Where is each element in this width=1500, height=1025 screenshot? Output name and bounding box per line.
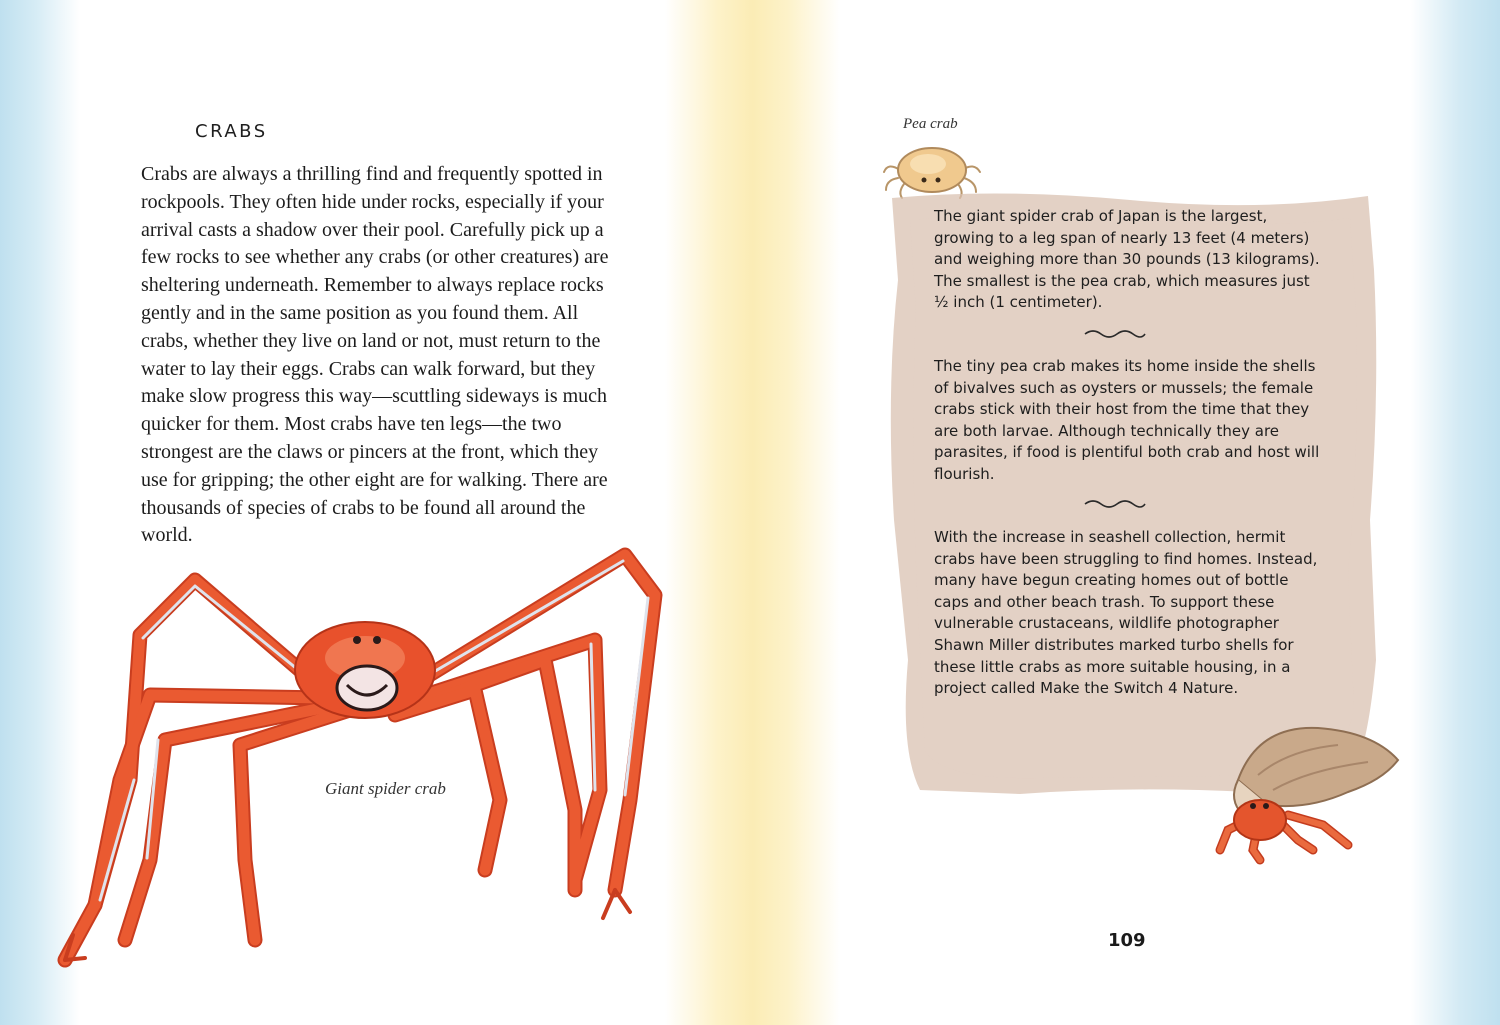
right-page-edge [1410,0,1500,1025]
page-number: 109 [1108,930,1146,951]
pea-crab-caption: Pea crab [903,116,958,132]
panel-paragraph-1: The giant spider crab of Japan is the largest, growing to a leg span of nearly 13 feet (4 meters) and weighing more than 30 pounds (13 kilograms). The smallest is the pea crab, which measures just ½ inch (1 centimeter). [934,207,1320,312]
panel-paragraph-3: With the increase in seashell collection, hermit crabs have been struggling to find homes. Instead, many have begun creating homes out of bottle caps and other beach trash. To support these vulnerable crustaceans, wildlife photographer Shawn Miller distributes marked turbo shells for these little crabs as more suitable housing, in a project called Make the Switch 4 Nature. [934,528,1318,698]
spider-crab-caption: Giant spider crab [325,779,446,798]
body-paragraph: Crabs are always a thrilling find and frequently spotted in rockpools. They often hide under rocks, especially if your arrival casts a shadow over their pool. Carefully pick up a few rocks to see whether any crabs (or other creatures) are sheltering underneath. Remember to always replace rocks gently and in the same position as you found them. All crabs, whether they live on land or not, must return to the water to lay their eggs. Crabs can walk forward, but they make slow progress this way—scuttling sideways is much quicker for them. Most crabs have ten legs—the two strongest are the claws or pincers at the front, which they use for gripping; the other eight are for walking. There are thousands of species of crabs to be found all around the world. [141,163,609,547]
hermit-crab-illustration [1198,720,1408,870]
wave-divider-icon [1083,498,1147,510]
wave-divider-icon [1083,328,1147,340]
section-heading: CRABS [195,121,268,142]
giant-spider-crab-illustration [55,540,695,990]
panel-paragraph-2: The tiny pea crab makes its home inside the shells of bivalves such as oysters or mussels; the female crabs stick with their host from the time that they are both larvae. Although technically they are parasites, if food is plentiful both crab and host will flourish. [934,357,1320,483]
